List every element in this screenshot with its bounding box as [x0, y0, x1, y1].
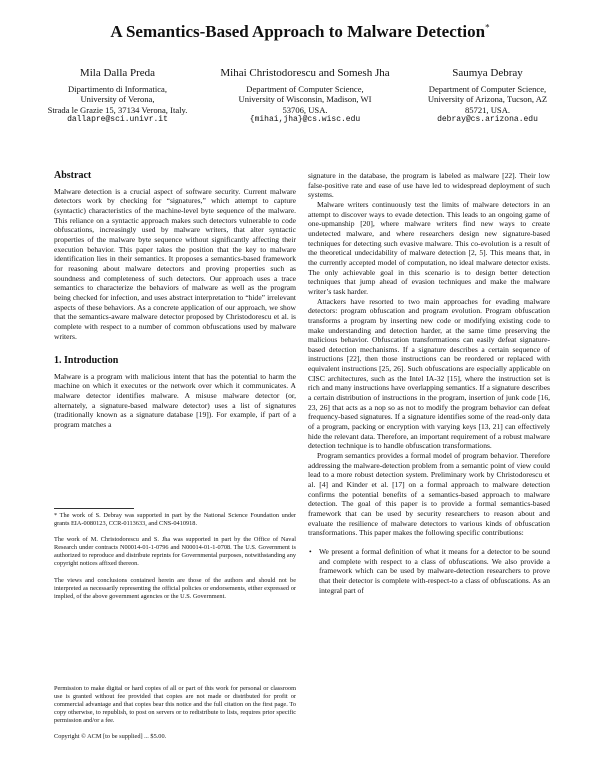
abstract-heading: Abstract [54, 170, 92, 181]
author-address: Strada le Grazie 15, 37134 Verona, Italy. [47, 104, 188, 115]
author-name: Mila Dalla Preda [79, 67, 156, 79]
author-affiliation: University of Arizona, Tucson, AZ [427, 94, 548, 105]
right-column [308, 171, 550, 595]
author-address: 53706, USA. [282, 104, 328, 115]
body-paragraph: Attackers have resorted to two main approaches for evading malware detectors: program obfuscation and program evolution. Program obfuscation transforms a program by inserting new code or modifying existing code to make understanding and detection harder, at the same time preserving the malicious behavior. Obfuscation transformations can easily defeat signature-based detection mechanisms. If a signature describes a certain sequence of instructions [22], then those instructions can be reordered or replaced with equivalent instructions [25, 26]. Such obfuscations are especially applicable on CISC architectures, such as the Intel IA-32 [15], where the instruction set is rich and many instructions have overlapping semantics. If a signature describes a certain distribution of instructions in the program, insertion of junk code [16, 23, 26] that acts as a nop so as not to modify the program behavior can defeat frequency-based signatures. If a signature identifies some of the read-only data of a program, packing or encryption with varying keys [13, 21] can effectively hide the relevant data. Therefore, an important requirement of a robust malware detection technique is to handle obfuscation transformations. [308, 296, 550, 451]
bullet-icon: • [309, 546, 312, 556]
author-affiliation: Department of Computer Science, [428, 83, 547, 94]
author-email: {mihai,jha}@cs.wisc.edu [249, 115, 361, 125]
body-paragraph: Malware writers continuously test the limits of malware detectors in an attempt to discover ways to evade detection. This leads to an ongoing game of one-upmanship [20], where malware writers find new ways to create undetected malware, and where researchers design new signature-based techniques for detecting such evasive malware. This co-evolution is a result of the theoretical undecidability of malware detection [2, 5]. This means that, in the currently accepted model of computation, no ideal malware detector exists. The only achievable goal in this scenario is to design better detection techniques that jump ahead of evasion techniques and make the malware writer’s task harder. [308, 199, 550, 296]
author-email: debray@cs.arizona.edu [437, 115, 538, 125]
author-block-2 [205, 68, 405, 126]
body-paragraph: Program semantics provides a formal model of program behavior. Therefore addressing the malware-detection problem from a semantic point of view could lead to a more robust detection system. Preliminary work by Christodorescu et al. [4] and Kinder et al. [17] on a formal approach to malware detection confirms the potential benefits of a semantics-based approach to malware detection. The goal of this paper is to provide a formal semantics-based framework that can be used by security researchers to reason about and evaluate the resilience of malware detectors to various kinds of obfuscation transformations. This paper makes the following specific contributions: [308, 451, 550, 538]
left-column [54, 171, 296, 430]
contribution-text: We present a formal definition of what it means for a detector to be sound and complete with respect to a class of obfuscations. We also provide a framework which can be used by malware-detection researchers to prove that their detector is complete with-respect-to a class of obfuscations. As an integral part of [319, 546, 550, 595]
footnote-funding-nsf: * The work of S. Debray was supported in part by the National Science Foundation under grants EIA-0080123, CCR-0113633, and CNS-0410918. [54, 512, 296, 528]
contribution-list-item [308, 547, 550, 595]
intro-heading: 1. Introduction [54, 355, 119, 367]
title-text: A Semantics-Based Approach to Malware Detection [110, 22, 486, 41]
author-address: 85721, USA. [464, 104, 511, 115]
footnotes [54, 512, 296, 609]
body-paragraph: signature in the database, the program is labeled as malware [22]. Their low false-positive rate and ease of use have led to widespread deployment of such systems. [308, 171, 550, 200]
footnote-disclaimer: The views and conclusions contained herein are those of the authors and should not be interpreted as necessarily representing the official policies or endorsements, either expressed or implied, of the above government agencies or the U.S. Government. [54, 576, 296, 600]
footnote-funding-onr: The work of M. Christodorescu and S. Jha was supported in part by the Office of Naval Research under contracts N00014-01-1-0796 and N00014-01-1-0708. The U.S. Government is authorized to reproduce and distribute reprints for Governmental purposes, notwithstanding any copyright notices affixed thereon. [54, 536, 296, 568]
author-affiliation: University of Verona, [80, 94, 155, 105]
author-affiliation: Dipartimento di Informatica, [67, 83, 168, 94]
abstract-text: Malware detection is a crucial aspect of software security. Current malware detectors work by checking for “signatures,” which attempt to capture (syntactic) characteristics of the machine-level byte sequence of the malware. This reliance on a syntactic approach makes such detectors vulnerable to code obfuscations, increasingly used by malware writers, that alter syntactic properties of the malware byte sequence without significantly affecting their execution behavior. This paper takes the position that the key to malware identification lies in their semantics. It proposes a semantics-based framework for reasoning about malware detectors and proving properties such as soundness and completeness of such detectors. Our approach uses a trace semantics to characterize the behaviors of malware as well as the program being checked for infection, and uses abstract interpretation to “hide” irrelevant aspects of these behaviors. As a concrete application of our approach, we show that the semantics-aware malware detector proposed by Christodorescu et al. is complete with respect to a number of common obfuscations used by malware writers. [54, 186, 296, 341]
author-block-3 [400, 68, 575, 126]
intro-paragraph: Malware is a program with malicious intent that has the potential to harm the machine on which it executes or the network over which it communicates. A malware detector identifies malware. A misuse malware detector (or, alternately, a signature-based malware detector) uses a list of signatures (traditionally known as a signature database [19]). For example, if part of a program matches a [54, 371, 296, 430]
permission-notice: Permission to make digital or hard copies of all or part of this work for personal or classroom use is granted without fee provided that copies are not made or distributed for profit or commercial advantage and that copies bear this notice and the full citation on the first page. To copy otherwise, to republish, to post on servers or to redistribute to lists, requires prior specific permission and/or a fee. [54, 685, 296, 725]
author-name: Saumya Debray [452, 67, 523, 79]
footnote-rule [54, 508, 134, 509]
paper-title [0, 22, 600, 42]
author-email: dallapre@sci.univr.it [67, 115, 168, 125]
author-affiliation: University of Wisconsin, Madison, WI [238, 94, 372, 105]
author-name: Mihai Christodorescu and Somesh Jha [220, 67, 390, 79]
permission-block [54, 685, 296, 750]
author-block-1 [30, 68, 205, 126]
copyright-line: Copyright © ACM [to be supplied] ... $5.00. [54, 733, 167, 741]
author-affiliation: Department of Computer Science, [246, 83, 364, 94]
title-footnote-mark: * [485, 22, 490, 33]
